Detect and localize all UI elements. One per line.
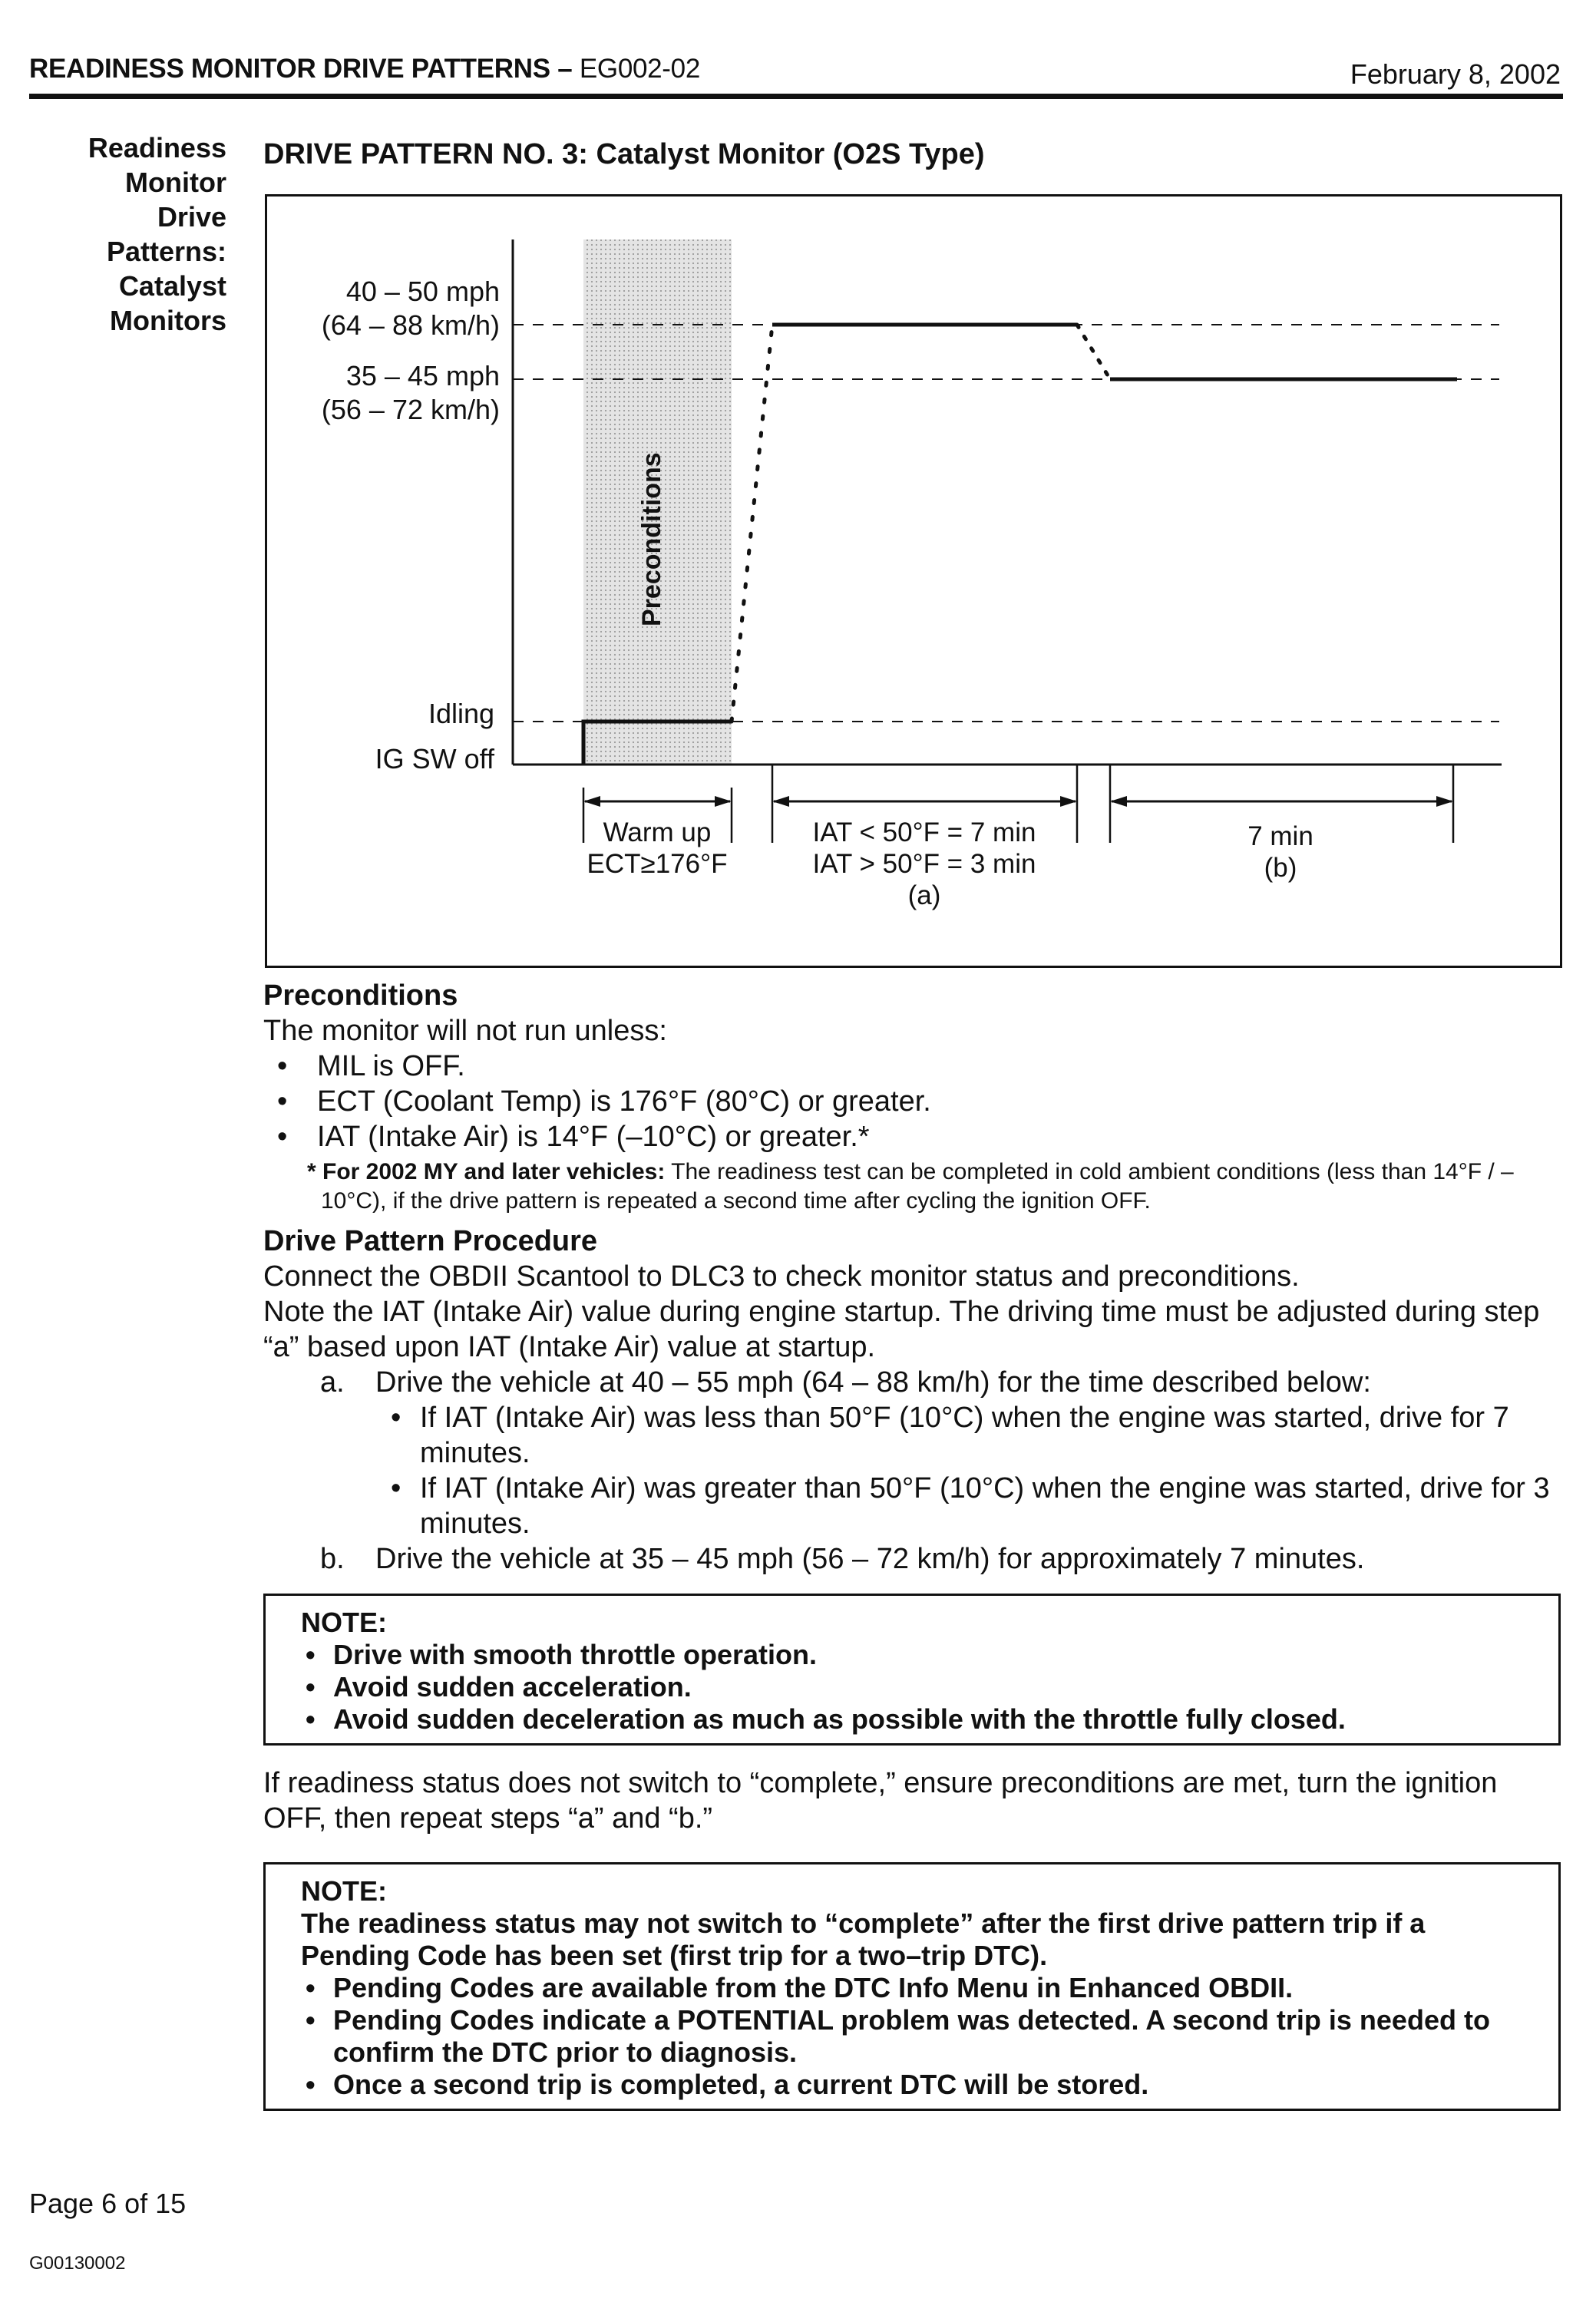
sidebar-line: Readiness bbox=[88, 132, 226, 163]
label-phase-a-cold: IAT < 50°F = 7 min bbox=[812, 817, 1036, 847]
note2-item: • Once a second trip is completed, a current DTC will be stored. bbox=[301, 2069, 1541, 2101]
page-number: Page 6 of 15 bbox=[29, 2188, 187, 2219]
header-title: READINESS MONITOR DRIVE PATTERNS bbox=[29, 54, 550, 84]
sidebar-line: Catalyst bbox=[118, 270, 226, 302]
note2-intro: The readiness status may not switch to “complete” after the first drive pattern trip if a Pending Code has been set (first trip for a two–trip DTC). bbox=[301, 1907, 1426, 1971]
note-box-throttle bbox=[263, 1594, 1561, 1746]
label-warmup: Warm up bbox=[603, 817, 712, 847]
preconditions-list bbox=[263, 1049, 1561, 1154]
note2-list bbox=[301, 1972, 1541, 2101]
drive-pattern-svg bbox=[267, 197, 1565, 970]
preconditions-band-label: Preconditions bbox=[637, 452, 666, 626]
main-content bbox=[263, 978, 1561, 2111]
profile-acceleration bbox=[732, 325, 772, 722]
note2-item: • Pending Codes indicate a POTENTIAL problem was detected. A second trip is needed to confirm the DTC prior to diagnosis. bbox=[301, 2004, 1541, 2069]
y-label-off: IG SW off bbox=[375, 743, 494, 775]
procedure-p1: Connect the OBDII Scantool to DLC3 to check monitor status and preconditions. bbox=[263, 1260, 1300, 1293]
header-rule bbox=[29, 94, 1563, 99]
procedure-p2: Note the IAT (Intake Air) value during engine startup. The driving time must be adjusted during step “a” based upon IAT (Intake Air) value at startup. bbox=[263, 1296, 1540, 1363]
sidebar-line: Drive bbox=[157, 201, 226, 233]
step-a-label: a. bbox=[320, 1366, 345, 1399]
header-separator: – bbox=[557, 54, 573, 84]
drive-pattern-diagram bbox=[265, 194, 1562, 968]
note1-heading: NOTE: bbox=[301, 1607, 387, 1638]
note2-heading: NOTE: bbox=[301, 1875, 387, 1907]
note-box-pending-codes bbox=[263, 1862, 1561, 2111]
procedure-heading: Drive Pattern Procedure bbox=[263, 1225, 598, 1257]
step-b-label: b. bbox=[320, 1543, 345, 1575]
sidebar-line: Monitors bbox=[110, 305, 226, 336]
preconditions-item: • ECT (Coolant Temp) is 176°F (80°C) or greater. bbox=[263, 1084, 1561, 1119]
retry-text: If readiness status does not switch to “complete,” ensure preconditions are met, turn the ignition OFF, then repeat steps “a” and “b.” bbox=[263, 1767, 1498, 1835]
step-a-item: • If IAT (Intake Air) was greater than 50°F (10°C) when the engine was started, drive for 3 minutes. bbox=[378, 1471, 1561, 1541]
step-b-text: Drive the vehicle at 35 – 45 mph (56 – 72 km/h) for approximately 7 minutes. bbox=[375, 1543, 1365, 1575]
sidebar-line: Monitor bbox=[125, 167, 226, 198]
step-a-text: Drive the vehicle at 40 – 55 mph (64 – 88 km/h) for the time described below: bbox=[375, 1366, 1371, 1399]
preconditions-item: • IAT (Intake Air) is 14°F (–10°C) or greater.* bbox=[263, 1119, 1561, 1154]
footnote-bold: * For 2002 MY and later vehicles: bbox=[307, 1159, 666, 1184]
header-code: EG002-02 bbox=[579, 54, 700, 84]
label-phase-b: (b) bbox=[1264, 853, 1297, 883]
note2-item: • Pending Codes are available from the DTC Info Menu in Enhanced OBDII. bbox=[301, 1972, 1541, 2004]
footnote-text: The readiness test can be completed in cold ambient conditions (less than 14°F / –10°C), if the drive pattern is repeated a second time after cycling the ignition OFF. bbox=[321, 1159, 1514, 1214]
label-phase-a: (a) bbox=[907, 880, 941, 910]
note1-item: • Drive with smooth throttle operation. bbox=[301, 1639, 1541, 1671]
procedure-step-b bbox=[263, 1541, 1561, 1577]
procedure-step-a bbox=[263, 1365, 1561, 1400]
preconditions-intro: The monitor will not run unless: bbox=[263, 1015, 667, 1047]
y-label-high-mph: 40 – 50 mph bbox=[345, 276, 500, 307]
y-label-idle: Idling bbox=[428, 698, 494, 729]
note1-list bbox=[301, 1639, 1541, 1736]
step-a-item: • If IAT (Intake Air) was less than 50°F (10°C) when the engine was started, drive for 7 minutes. bbox=[378, 1400, 1561, 1471]
header-date: February 8, 2002 bbox=[1350, 58, 1561, 90]
document-code: G00130002 bbox=[29, 2253, 126, 2274]
preconditions-heading: Preconditions bbox=[263, 979, 458, 1012]
label-warmup-ect: ECT≥176°F bbox=[587, 849, 728, 879]
y-label-mid-mph: 35 – 45 mph bbox=[345, 360, 500, 391]
label-phase-a-warm: IAT > 50°F = 3 min bbox=[812, 849, 1036, 879]
drive-pattern-title: DRIVE PATTERN NO. 3: Catalyst Monitor (O2S Type) bbox=[263, 138, 985, 170]
document-header-title bbox=[29, 54, 700, 84]
sidebar-line: Patterns: bbox=[106, 236, 226, 267]
sidebar-section-label bbox=[15, 130, 226, 338]
preconditions-footnote bbox=[263, 1158, 1561, 1216]
step-a-list bbox=[263, 1400, 1561, 1541]
note1-item: • Avoid sudden acceleration. bbox=[301, 1671, 1541, 1703]
note1-item: • Avoid sudden deceleration as much as possible with the throttle fully closed. bbox=[301, 1703, 1541, 1736]
y-label-high-kmh: (64 – 88 km/h) bbox=[321, 309, 500, 341]
label-phase-b-time: 7 min bbox=[1247, 821, 1313, 851]
preconditions-item: • MIL is OFF. bbox=[263, 1049, 1561, 1084]
y-label-mid-kmh: (56 – 72 km/h) bbox=[321, 394, 500, 425]
profile-deceleration bbox=[1077, 325, 1110, 379]
